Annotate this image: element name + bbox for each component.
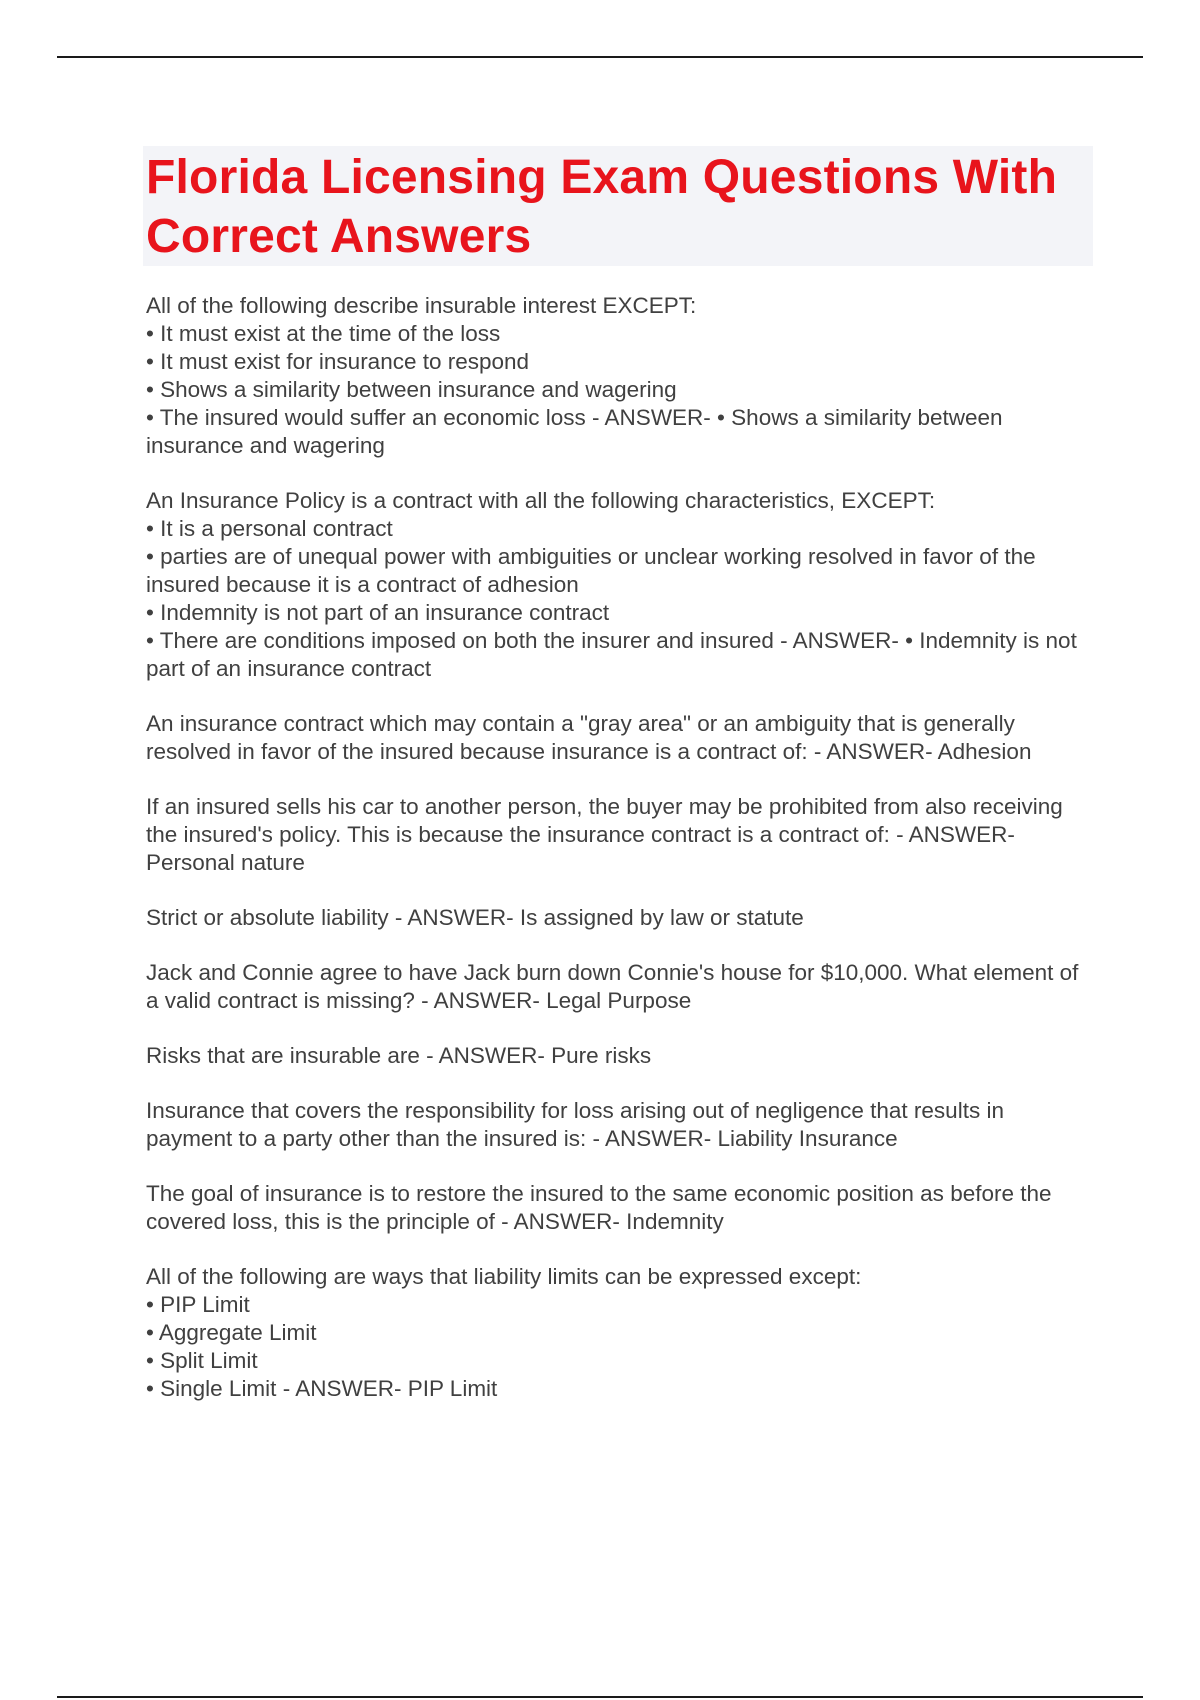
option-text: • There are conditions imposed on both the insurer and insured	[146, 628, 774, 653]
qa-item	[146, 1263, 1091, 1403]
answer-text: - ANSWER- Liability Insurance	[586, 1126, 898, 1151]
question-text: All of the following describe insurable interest EXCEPT:	[146, 293, 697, 318]
option-text: • The insured would suffer an economic loss	[146, 405, 586, 430]
question-text: Insurance that covers the responsibility for loss arising out of negligence that results in payment to a party other than the insured is:	[146, 1098, 1004, 1151]
question-text: Risks that are insurable are	[146, 1043, 420, 1068]
question-text: If an insured sells his car to another person, the buyer may be prohibited from also receiving the insured's policy. This is because the insurance contract is a contract of:	[146, 794, 1063, 847]
question-text: An Insurance Policy is a contract with all the following characteristics, EXCEPT:	[146, 488, 936, 513]
option-text: • Split Limit	[146, 1348, 258, 1373]
option-text: • parties are of unequal power with ambiguities or unclear working resolved in favor of the insured because it is a contract of adhesion	[146, 544, 1036, 597]
qa-item	[146, 1097, 1091, 1153]
option-text: • It must exist at the time of the loss	[146, 321, 501, 346]
title-band	[143, 146, 1093, 266]
answer-text: - ANSWER- • Shows a similarity between insurance and wagering	[146, 405, 1003, 458]
option-text: • Indemnity is not part of an insurance contract	[146, 600, 610, 625]
top-rule	[57, 56, 1143, 58]
answer-text: - ANSWER- Legal Purpose	[414, 988, 692, 1013]
qa-item	[146, 1042, 1091, 1070]
answer-text: - ANSWER- PIP Limit	[276, 1376, 498, 1401]
question-text: Strict or absolute liability	[146, 905, 389, 930]
question-text: Jack and Connie agree to have Jack burn down Connie's house for $10,000. What element of a valid contract is missing?	[146, 960, 1079, 1013]
option-text: • It is a personal contract	[146, 516, 393, 541]
qa-item	[146, 904, 1091, 932]
question-text: The goal of insurance is to restore the insured to the same economic position as before the covered loss, this is the principle of	[146, 1181, 1052, 1234]
answer-text: - ANSWER- Pure risks	[419, 1043, 652, 1068]
qa-item	[146, 1180, 1091, 1236]
option-text: • It must exist for insurance to respond	[146, 349, 530, 374]
answer-text: - ANSWER- Indemnity	[494, 1209, 724, 1234]
answer-text: - ANSWER- Adhesion	[807, 739, 1032, 764]
answer-text: - ANSWER- Personal nature	[146, 822, 1015, 875]
qa-item	[146, 959, 1091, 1015]
option-text: • PIP Limit	[146, 1292, 250, 1317]
question-text: All of the following are ways that liability limits can be expressed except:	[146, 1264, 862, 1289]
answer-text: - ANSWER- • Indemnity is not part of an insurance contract	[146, 628, 1077, 681]
qa-item	[146, 710, 1091, 766]
qa-item	[146, 292, 1091, 460]
bottom-rule	[57, 1696, 1143, 1698]
qa-list	[146, 292, 1091, 1430]
qa-item	[146, 487, 1091, 683]
page-title: Florida Licensing Exam Questions With Correct Answers	[146, 151, 1058, 263]
qa-item	[146, 793, 1091, 877]
option-text: • Single Limit	[146, 1376, 277, 1401]
question-text: An insurance contract which may contain a "gray area" or an ambiguity that is generally resolved in favor of the insured because insurance is a contract of:	[146, 711, 1015, 764]
option-text: • Aggregate Limit	[146, 1320, 317, 1345]
answer-text: - ANSWER- Is assigned by law or statute	[388, 905, 804, 930]
option-text: • Shows a similarity between insurance and wagering	[146, 377, 677, 402]
